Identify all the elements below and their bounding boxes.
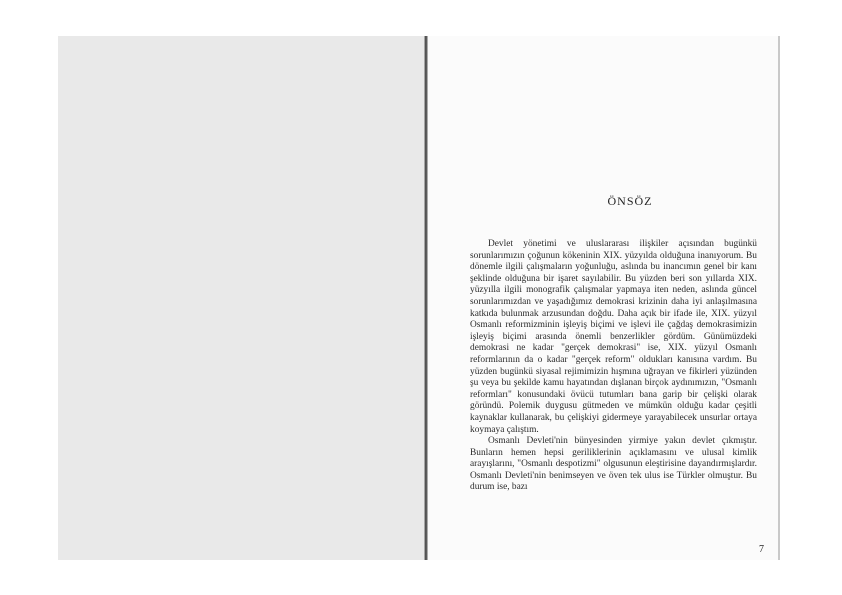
page-edge: [778, 36, 780, 560]
page-number: 7: [759, 544, 764, 555]
book-spread: [58, 36, 780, 560]
paragraph: Devlet yönetimi ve uluslararası ilişkiler açısından bugünkü sorunlarımızın çoğunun kökeninin XIX. yüzyılda olduğuna inanıyorum. Bu dönemle ilgili çalışmaların yoğunluğu, aslında bu inancımın genel bir kanı şeklinde olduğuna bir işaret sayılabilir. Bu yüzden beri son yıllarda XIX. yüzyılla ilgili monografik çalışmalar yapmaya iten neden, aslında güncel sorunlarımızdan ve yaşadığımız demokrasi krizinin daha iyi anlaşılmasına katkıda bulunmak arzusundan doğdu. Daha açık bir ifade ile, XIX. yüzyıl Osmanlı reformizminin işleyiş biçimi ve işlevi ile çağdaş demokrasimizin işleyiş biçimi arasında önemli benzerlikler gördüm. Günümüzdeki demokrasi ne kadar "gerçek demokrasi" ise, XIX. yüzyıl Osmanlı reformlarının da o kadar "gerçek reform" oldukları kanısına vardım. Bu yüzden bugünkü siyasal rejimimizin hışmına uğrayan ve fikirleri yüzünden şu veya bu şekilde kamu hayatından dışlanan birçok aydınımızın, "Osmanlı reformları" konusundaki övücü tutumları bana garip bir çelişki olarak göründü. Polemik duygusu gütmeden ve mümkün olduğu kadar çeşitli kaynaklar kullanarak, bu çelişkiyi gidermeye yarayabilecek unsurlar ortaya koymaya çalıştım.: [470, 239, 757, 435]
body-text: [470, 239, 757, 494]
paragraph: Osmanlı Devleti'nin bünyesinden yirmiye yakın devlet çıkmıştır. Bunların hemen hepsi geriliklerinin açıklamasını ve ulusal kimlik arayışlarını, "Osmanlı despotizmi" olgusunun eleştirisine dayandırmışlardır. Osmanlı Devleti'nin benimseyen ve öven tek ulus ise Türkler olmuştur. Bu durum ise, bazı: [470, 436, 757, 493]
page-title: ÖNSÖZ: [607, 194, 653, 208]
right-page: [428, 36, 780, 560]
left-page-blank: [58, 36, 426, 560]
